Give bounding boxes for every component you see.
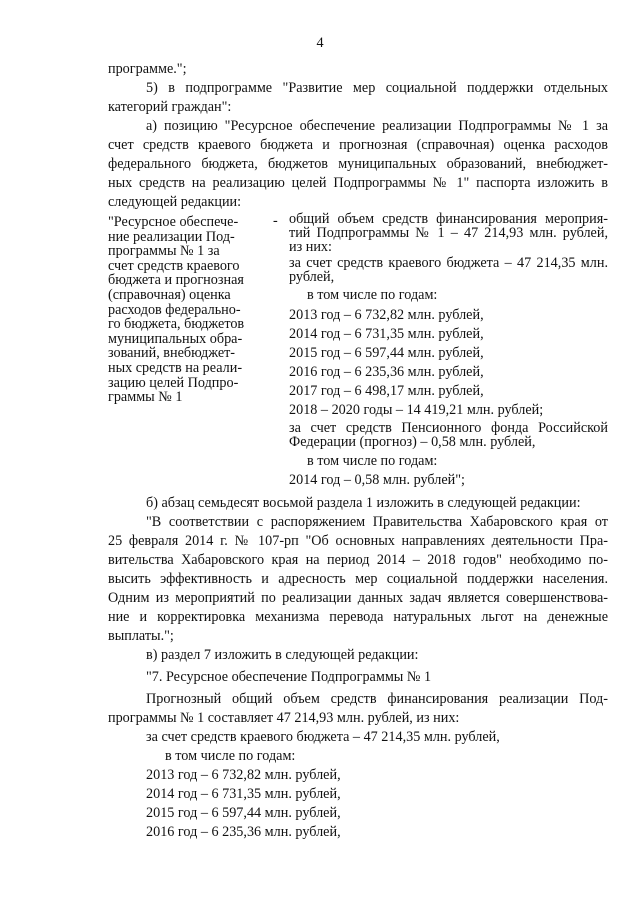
table-left-line: счет средств краевого xyxy=(108,257,240,274)
table-left-line: ние реализации Под- xyxy=(108,228,235,245)
text-line: высить эффективность и адресность мер социальной поддержки населения. xyxy=(108,571,608,587)
year-line: 2017 год – 6 498,17 млн. рублей, xyxy=(289,383,484,399)
table-right-line: 2014 год – 0,58 млн. рублей"; xyxy=(289,472,465,488)
text-line: Одним из мероприятий по реализации данных задач является совершенствова- xyxy=(108,590,608,606)
text-line: категорий граждан": xyxy=(108,99,232,115)
text-line: ных средств на реализацию целей Подпрограммы № 1" паспорта изложить в xyxy=(108,175,608,191)
table-left-line: го бюджета, бюджетов xyxy=(108,316,245,333)
table-right-line: за счет средств Пенсионного фонда Российской xyxy=(289,420,608,436)
year-line: 2018 – 2020 годы – 14 419,21 млн. рублей; xyxy=(289,402,544,418)
section-heading: "7. Ресурсное обеспечение Подпрограммы № 1 xyxy=(146,669,432,685)
table-right-line: в том числе по годам: xyxy=(307,287,438,303)
table-left-line: программы № 1 за xyxy=(108,243,220,260)
table-left-line: зацию целей Подпро- xyxy=(108,374,239,391)
year-line: 2014 год – 6 731,35 млн. рублей, xyxy=(289,326,484,342)
text-line: следующей редакции: xyxy=(108,194,242,210)
table-right-line: тий Подпрограммы № 1 – 47 214,93 млн. рублей, xyxy=(289,225,608,241)
text-line: "В соответствии с распоряжением Правительства Хабаровского края от xyxy=(146,514,608,530)
table-dash: - xyxy=(273,213,278,229)
text-line: программе."; xyxy=(108,61,187,77)
table-left-line: ных средств на реали- xyxy=(108,359,243,376)
year-line: 2015 год – 6 597,44 млн. рублей, xyxy=(289,345,484,361)
table-left-line: бюджета и прогнозная xyxy=(108,272,244,289)
table-right-line: общий объем средств финансирования мероприя- xyxy=(289,211,608,227)
year-line: 2016 год – 6 235,36 млн. рублей, xyxy=(289,364,484,380)
table-left-line: зований, внебюджет- xyxy=(108,345,236,362)
text-line: в том числе по годам: xyxy=(165,748,296,764)
text-line: вительства Хабаровского края на период 2014 – 2018 годов" необходимо по- xyxy=(108,552,608,568)
table-left-line: расходов федерально- xyxy=(108,301,241,318)
year-line: 2014 год – 6 731,35 млн. рублей, xyxy=(146,786,341,802)
table-right-line: Федерации (прогноз) – 0,58 млн. рублей, xyxy=(289,434,536,450)
text-line: а) позицию "Ресурсное обеспечение реализации Подпрограммы № 1 за xyxy=(146,118,608,134)
text-line: б) абзац семьдесят восьмой раздела 1 изложить в следующей редакции: xyxy=(146,495,581,511)
text-line: федерального бюджета, бюджетов муниципальных образований, внебюджет- xyxy=(108,156,608,172)
year-line: 2013 год – 6 732,82 млн. рублей, xyxy=(146,767,341,783)
text-line: за счет средств краевого бюджета – 47 214,35 млн. рублей, xyxy=(146,729,500,745)
table-left-line: граммы № 1 xyxy=(108,389,183,406)
table-left-line: муниципальных обра- xyxy=(108,330,243,347)
text-line: счет средств краевого бюджета и прогнозная (справочная) оценка расходов xyxy=(108,137,608,153)
table-right-line: в том числе по годам: xyxy=(307,453,438,469)
year-line: 2013 год – 6 732,82 млн. рублей, xyxy=(289,307,484,323)
page-number: 4 xyxy=(316,35,324,51)
text-line: 5) в подпрограмме "Развитие мер социальной поддержки отдельных xyxy=(146,80,608,96)
table-right-line: рублей, xyxy=(289,269,335,285)
text-line: программы № 1 составляет 47 214,93 млн. рублей, из них: xyxy=(108,710,460,726)
text-line: выплаты."; xyxy=(108,628,174,644)
text-line: Прогнозный общий объем средств финансирования реализации Под- xyxy=(146,691,608,707)
table-left-line: (справочная) оценка xyxy=(108,286,231,303)
table-right-line: из них: xyxy=(289,239,332,255)
table-left-line: "Ресурсное обеспече- xyxy=(108,214,239,230)
text-line: ние и корректировка механизма перевода натуральных льгот на денежные xyxy=(108,609,608,625)
table-right-line: за счет средств краевого бюджета – 47 214,35 млн. xyxy=(289,255,608,271)
text-line: 25 февраля 2014 г. № 107-рп "Об основных направлениях деятельности Пра- xyxy=(108,533,608,549)
year-line: 2016 год – 6 235,36 млн. рублей, xyxy=(146,824,341,840)
table-left-cell xyxy=(108,215,268,405)
text-line: в) раздел 7 изложить в следующей редакции: xyxy=(146,647,419,663)
year-line: 2015 год – 6 597,44 млн. рублей, xyxy=(146,805,341,821)
